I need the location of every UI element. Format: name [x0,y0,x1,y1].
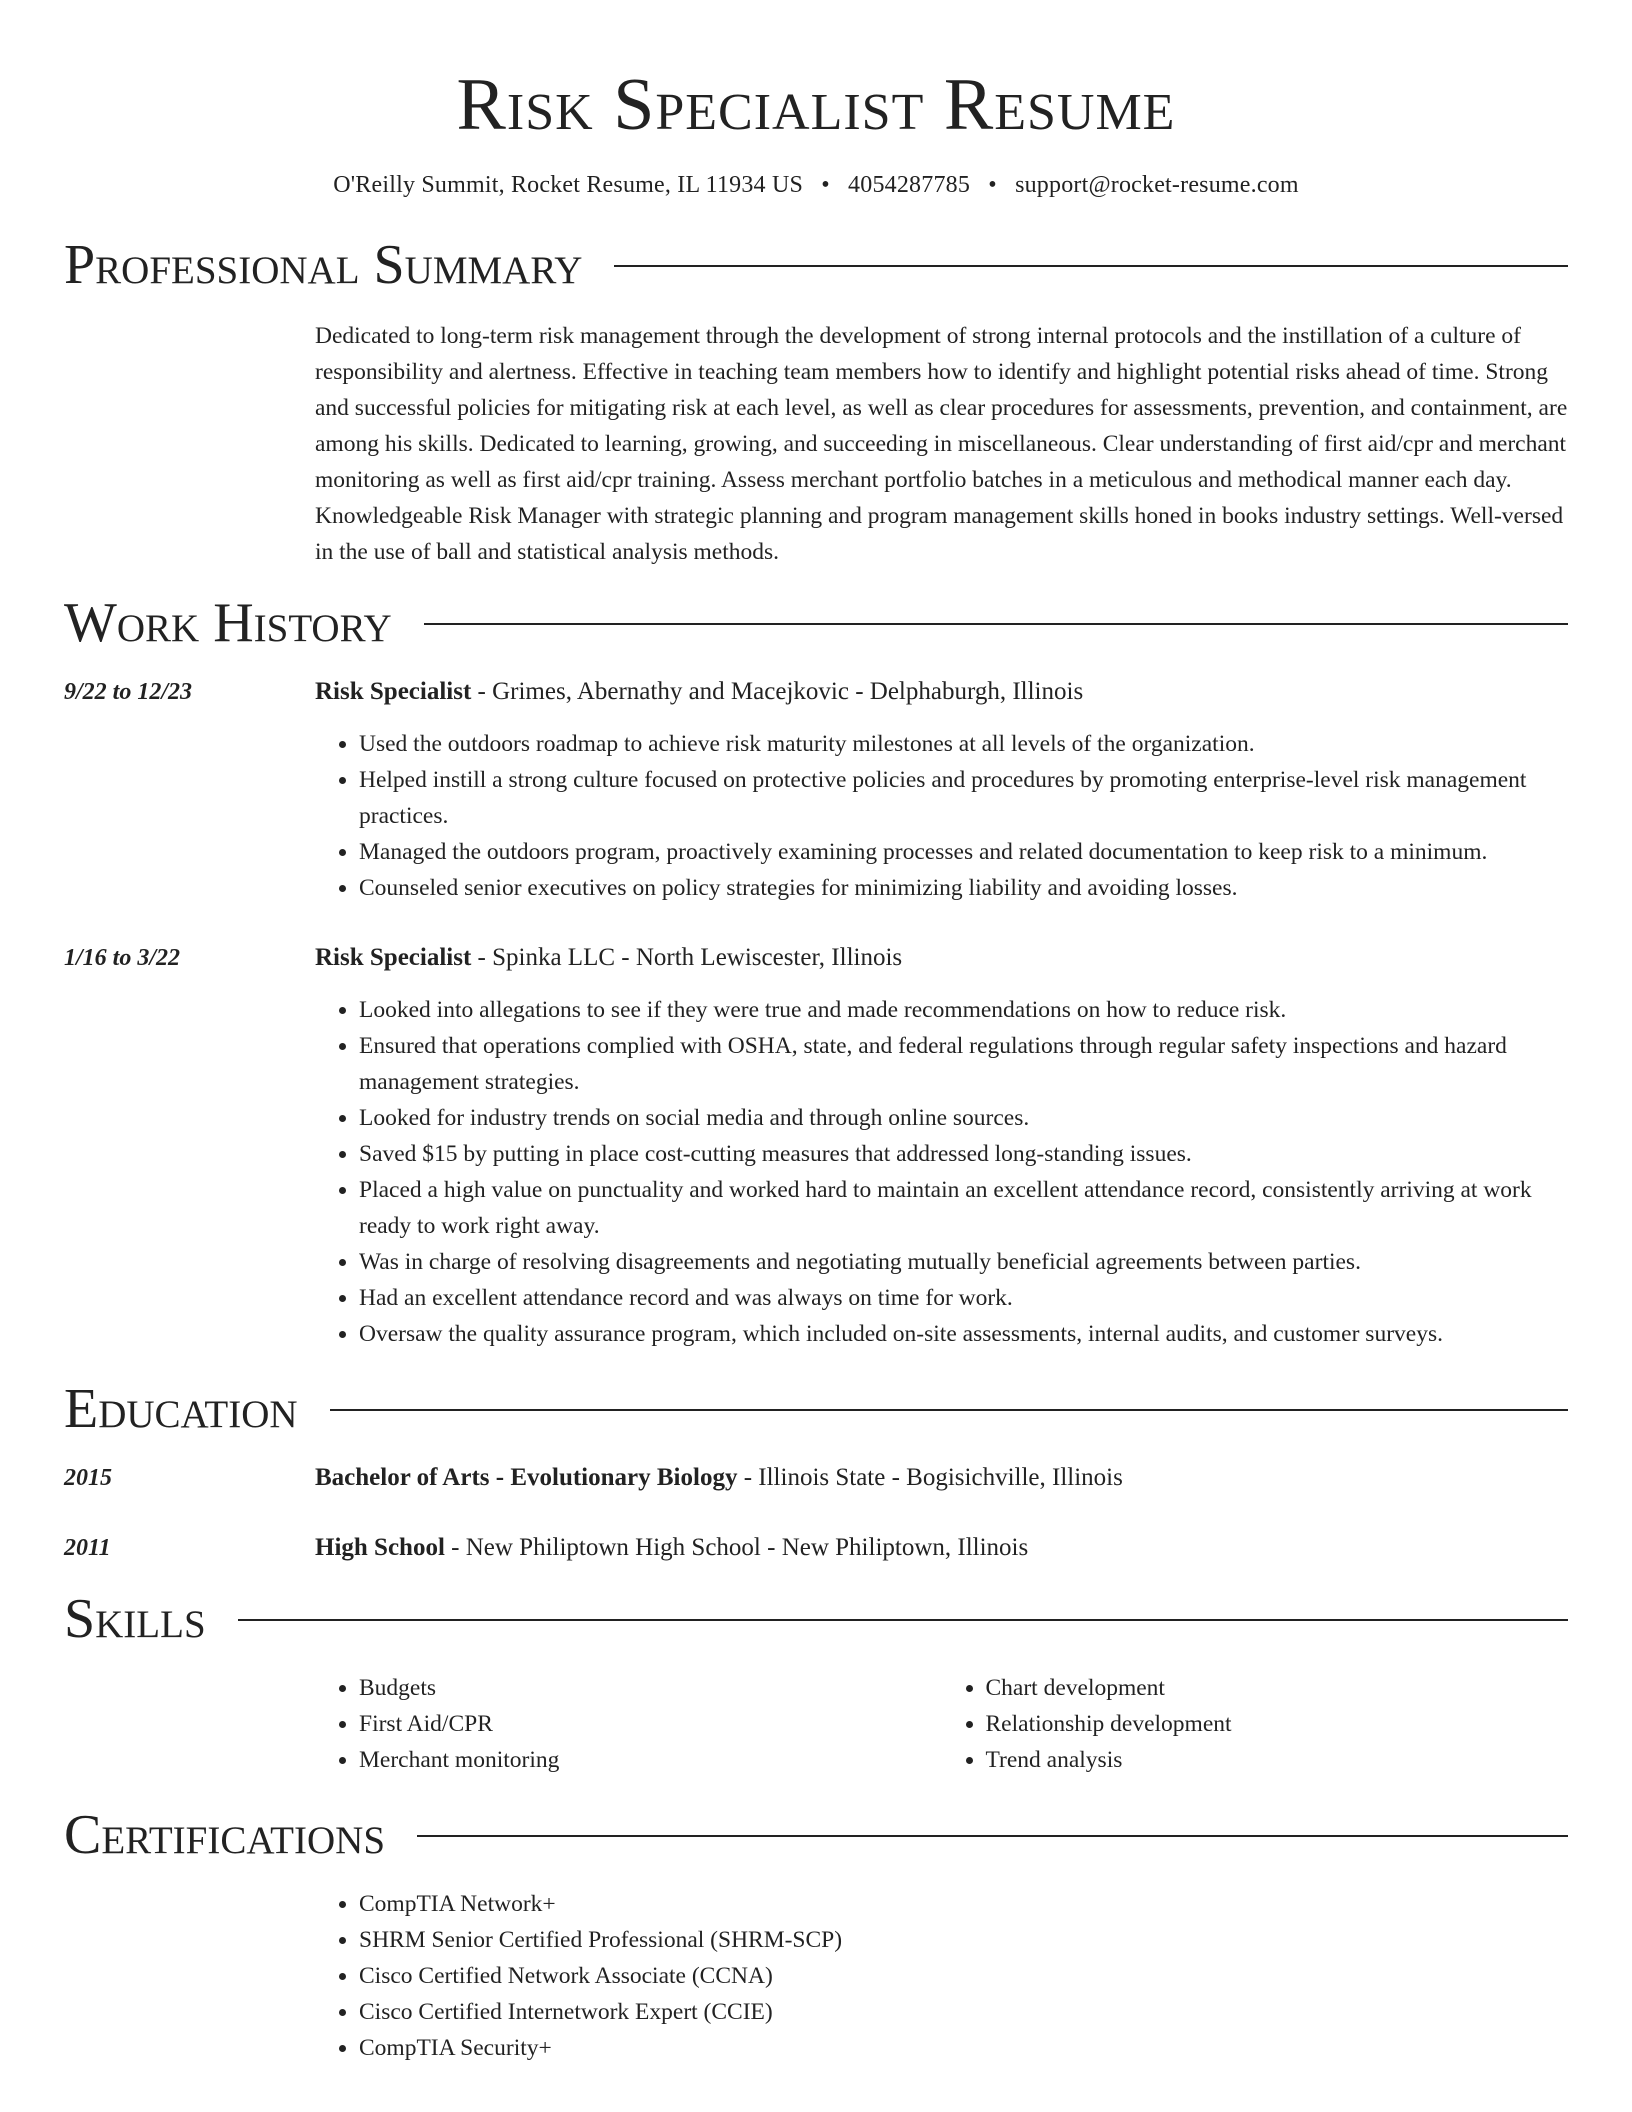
job-left-spacer [64,976,315,1352]
job-bullet: • Counseled senior executives on policy strategies for minimizing liability and avoiding losses. [359,870,1568,906]
certifications-section [64,1800,1568,2066]
education-entry [64,1530,1568,1566]
job-bullet: • Oversaw the quality assurance program, which included on-site assessments, internal audits, and customer surveys. [359,1316,1568,1352]
section-divider [417,1835,1568,1837]
education-section [64,1374,1568,1566]
skills-left-spacer [64,1670,315,1778]
skills-heading: Skills [64,1588,206,1650]
job-bullet: • Helped instill a strong culture focused on protective policies and procedures by promoting enterprise-level risk management practices. [359,762,1568,834]
job-bullet: • Looked into allegations to see if they were true and made recommendations on how to reduce risk. [359,992,1568,1028]
job-bullet: • Looked for industry trends on social media and through online sources. [359,1100,1568,1136]
job-bullet: • Saved $15 by putting in place cost-cutting measures that addressed long-standing issues. [359,1136,1568,1172]
certification-item: • CompTIA Security+ [359,2030,1568,2066]
summary-left-spacer [64,318,315,570]
summary-header [64,230,1568,300]
job-entry [64,674,1568,906]
skills-grid [315,1670,1568,1778]
education-degree: Bachelor of Arts - Evolutionary Biology [315,1464,738,1491]
job-bullet: • Ensured that operations complied with OSHA, state, and federal regulations through regular safety inspections and hazard management strategies. [359,1028,1568,1100]
job-bullet: • Used the outdoors roadmap to achieve risk maturity milestones at all levels of the organization. [359,726,1568,762]
job-list [64,674,1568,1352]
job-bullets [315,726,1568,906]
work-header [64,588,1568,658]
skill-item: • Merchant monitoring [359,1742,942,1778]
job-bullets [315,992,1568,1352]
skills-column-2 [942,1670,1569,1778]
job-dates: 1/16 to 3/22 [64,945,181,971]
skill-item: • First Aid/CPR [359,1706,942,1742]
education-details: - New Philiptown High School - New Philiptown, Illinois [444,1534,1029,1561]
job-role: Risk Specialist [315,678,472,705]
contact-phone: 4054287785 [848,172,971,198]
contact-address: O'Reilly Summit, Rocket Resume, IL 11934 US [333,172,804,198]
resume-title: Risk Specialist Resume [456,64,1176,146]
education-degree: High School [315,1534,445,1561]
job-bullet: • Managed the outdoors program, proactively examining processes and related documentation to keep risk to a minimum. [359,834,1568,870]
summary-text: Dedicated to long-term risk management through the development of strong internal protocols and the instillation of a culture of responsibility and alertness. Effective in teaching team members how to identify and highlight potential risks ahead of time. Strong and successful policies for mitigating risk at each level, as well as clear procedures for assessments, prevention, and containment, are among his skills. Dedicated to learning, growing, and succeeding in miscellaneous. Clear understanding of first aid/cpr and merchant monitoring as well as first aid/cpr training. Assess merchant portfolio batches in a meticulous and methodical manner each day. Knowledgeable Risk Manager with strategic planning and program management skills honed in books industry settings. Well-versed in the use of ball and statistical analysis methods. [315,323,1568,565]
certification-item: • SHRM Senior Certified Professional (SHRM-SCP) [359,1922,1568,1958]
job-bullet: • Placed a high value on punctuality and worked hard to maintain an excellent attendance record, consistently arriving at work ready to work right away. [359,1172,1568,1244]
job-role: Risk Specialist [315,944,472,971]
skill-item: • Relationship development [986,1706,1569,1742]
summary-section [64,230,1568,570]
certification-list [315,1886,1568,2066]
certification-item: • CompTIA Network+ [359,1886,1568,1922]
skill-item: • Budgets [359,1670,942,1706]
education-details: - Illinois State - Bogisichville, Illinois [737,1464,1123,1491]
job-left-spacer [64,710,315,906]
job-bullet: • Had an excellent attendance record and was always on time for work. [359,1280,1568,1316]
contact-email: support@rocket-resume.com [1015,172,1299,198]
skills-section [64,1584,1568,1778]
education-year: 2015 [64,1465,112,1491]
skills-column-1 [315,1670,942,1778]
education-heading: Education [64,1378,298,1440]
certification-item: • Cisco Certified Network Associate (CCNA) [359,1958,1568,1994]
skill-item: • Trend analysis [986,1742,1569,1778]
section-divider [614,265,1568,267]
section-divider [330,1409,1568,1411]
contact-line [64,170,1568,200]
work-section [64,588,1568,1352]
section-divider [238,1619,1568,1621]
certifications-left-spacer [64,1886,315,2066]
education-header [64,1374,1568,1444]
certifications-heading: Certifications [64,1804,386,1866]
job-details: - Spinka LLC - North Lewiscester, Illinois [471,944,903,971]
education-entry [64,1460,1568,1496]
certification-item: • Cisco Certified Internetwork Expert (CCIE) [359,1994,1568,2030]
contact-separator: • [821,172,830,198]
education-year: 2011 [64,1535,111,1561]
contact-separator: • [988,172,997,198]
job-bullet: • Was in charge of resolving disagreements and negotiating mutually beneficial agreements between parties. [359,1244,1568,1280]
work-heading: Work History [64,592,392,654]
skill-item: • Chart development [986,1670,1569,1706]
summary-heading: Professional Summary [64,234,583,296]
job-entry [64,940,1568,1352]
job-details: - Grimes, Abernathy and Macejkovic - Delphaburgh, Illinois [471,678,1084,705]
skills-header [64,1584,1568,1654]
section-divider [424,623,1568,625]
certifications-header [64,1800,1568,1870]
job-dates: 9/22 to 12/23 [64,679,193,705]
